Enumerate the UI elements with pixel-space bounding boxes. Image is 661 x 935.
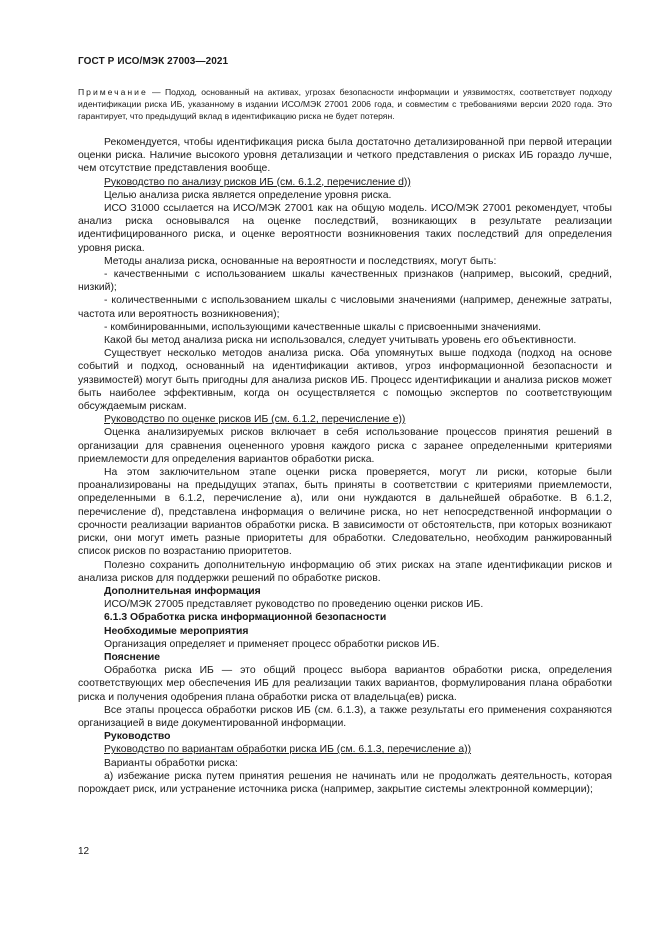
paragraph-p6: - качественными с использованием шкалы качественных признаков (например, высокий, средний, низкий); xyxy=(78,269,612,294)
paragraph-p1: Рекомендуется, чтобы идентификация риска была достаточно детализированной при первой итерации оценки риска. Наличие высокого уровня детализации и четкого представления о рисках ИБ гораздо лучше, чем отсутствие представления вообще. xyxy=(78,137,612,175)
paragraph-p21: Обработка риска ИБ — это общий процесс выбора вариантов обработки риска, определения соответствующих мер обеспечения ИБ для реализации таких вариантов, формулирования плана обработки риска и получения одобрения плана обработки риска от владельца(ев) риска. xyxy=(78,665,612,703)
paragraph-p26: а) избежание риска путем принятия решения не начинать или не продолжать деятельность, которая порождает риск, или устранение источника риска (например, закрытие системы электронной коммерции); xyxy=(78,770,612,795)
paragraph-p8: - комбинированными, использующими качественные шкалы с присвоенными значениями. xyxy=(104,321,542,333)
paragraph-p2: Руководство по анализу рисков ИБ (см. 6.1.2, перечисление d)) xyxy=(104,176,411,188)
paragraph-p16: ИСО/МЭК 27005 представляет руководство по проведению оценки рисков ИБ. xyxy=(104,599,484,611)
paragraph-p23: Руководство xyxy=(104,731,171,743)
paragraph-p17: 6.1.3 Обработка риска информационной безопасности xyxy=(104,612,387,624)
paragraph-p24: Руководство по вариантам обработки риска ИБ (см. 6.1.3, перечисление а)) xyxy=(104,744,472,756)
body-paragraphs xyxy=(78,136,612,796)
paragraph-p9: Какой бы метод анализа риска ни использовался, следует учитывать уровень его объективности. xyxy=(104,335,577,347)
paragraph-p14: Полезно сохранить дополнительную информацию об этих рисках на этапе идентификации рисков и анализа рисков для поддержки решений по обработке рисков. xyxy=(78,559,612,584)
note-block xyxy=(78,86,612,122)
paragraph-p4: ИСО 31000 ссылается на ИСО/МЭК 27001 как на общую модель. ИСО/МЭК 27001 рекомендует, чтобы анализ риска основывался на оценке последствий, возникающих в результате реализации идентифицированного риска, и оценке вероятности возникновения таких последствий для определения уровня риска. xyxy=(78,203,612,254)
paragraph-p11: Руководство по оценке рисков ИБ (см. 6.1.2, перечисление е)) xyxy=(104,414,406,426)
note-text: Подход, основанный на активах, угрозах безопасности информации и уязвимостях, соответствует подходу идентификации риска ИБ, указанному в издании ИСО/МЭК 27001 2006 года, и совместим с требованиями версии 2020 года. Это гарантирует, что предыдущий вклад в идентификацию риска не будет потерян. xyxy=(78,87,612,121)
page-header: ГОСТ Р ИСО/МЭК 27003—2021 xyxy=(78,56,229,67)
paragraph-p25: Варианты обработки риска: xyxy=(104,757,238,769)
paragraph-p10: Существует несколько методов анализа риска. Оба упомянутых выше подхода (подход на основе событий и подход, основанный на идентификации активов, угроз информационной безопасности и уязвимостей) могут быть пригодны для анализа рисков ИБ. Процесс идентификации и анализа рисков может быть наиболее эффективным, когда он осуществляется с помощью экспертов по соответствующим обсуждаемым рискам. xyxy=(78,348,612,413)
note-dash: — xyxy=(147,87,165,97)
paragraph-p12: Оценка анализируемых рисков включает в себя использование процессов принятия решений в организации для сравнения оцененного уровня каждого риска с заранее определенными критериями приемлемости для определения вариантов обработки риска. xyxy=(78,427,612,465)
paragraph-p3: Целью анализа риска является определение уровня риска. xyxy=(104,189,392,201)
page-number: 12 xyxy=(78,846,90,857)
paragraph-p5: Методы анализа риска, основанные на вероятности и последствиях, могут быть: xyxy=(104,255,497,267)
paragraph-p20: Пояснение xyxy=(104,651,161,663)
page-content xyxy=(78,86,612,796)
note-label: Примечание xyxy=(78,87,148,97)
paragraph-p15: Дополнительная информация xyxy=(104,585,261,597)
paragraph-p7: - количественными с использованием шкалы с числовыми значениями (например, денежные затраты, частота или вероятность возникновения); xyxy=(78,295,612,320)
paragraph-p22: Все этапы процесса обработки рисков ИБ (см. 6.1.3), а также результаты его применения сохраняются организацией в виде документированной информации. xyxy=(78,704,612,729)
paragraph-p19: Организация определяет и применяет процесс обработки рисков ИБ. xyxy=(104,638,440,650)
paragraph-p13: На этом заключительном этапе оценки риска проверяется, могут ли риски, которые были проанализированы на предыдущих этапах, быть приняты в соответствии с критериями приемлемости, определенными в 6.1.2, перечисление а), или они нуждаются в дальнейшей обработке. В 6.1.2, перечисление d), представлена информация о величине риска, но нет непосредственной информации о срочности реализации вариантов обработки риска. В зависимости от обстоятельств, при которых возникают риски, они могут иметь разные приоритеты для обработки. Следовательно, необходим ранжированный список рисков по возрастанию приоритетов. xyxy=(78,467,612,558)
paragraph-p18: Необходимые мероприятия xyxy=(104,625,249,637)
